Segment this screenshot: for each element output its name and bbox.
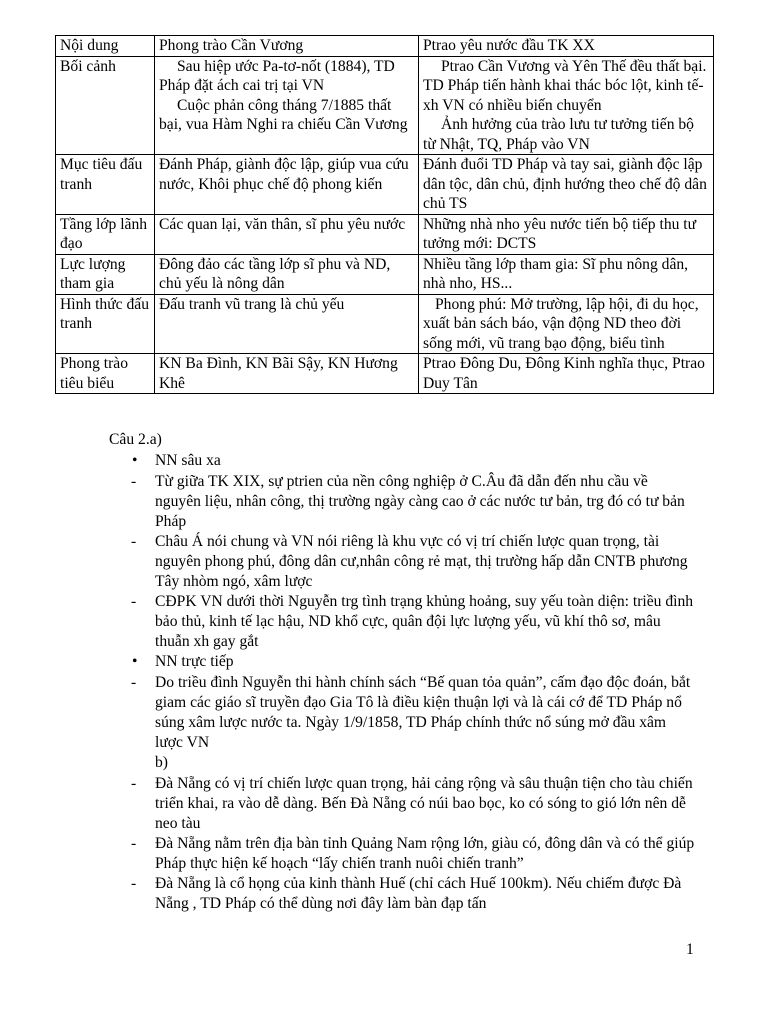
row-label: Mục tiêu đấu tranh [56,155,155,215]
dash-item [131,834,695,874]
sub-question-label: b) [155,754,168,771]
dash-item [131,874,695,914]
dash-text: Đà Nẵng là cổ họng của kinh thành Huế (chỉ cách Huế 100km). Nếu chiếm được Đà Nẵng , TD Pháp có thể dùng nơi đây làm bàn đạp tấn [155,875,682,912]
table-cell: Đánh đuổi TD Pháp và tay sai, giành độc lập dân tộc, dân chủ, định hướng theo chế độ dân chủ TS [419,155,714,215]
table-row [56,214,714,254]
dash-text: Từ giữa TK XIX, sự ptrien của nền công nghiệp ở C.Âu đã dẫn đến nhu cầu về nguyên liệu, nhân công, thị trường ngày càng cao ở các nước tư bản, trg đó có tư bản Pháp [155,473,685,530]
table-cell: Đánh Pháp, giành độc lập, giúp vua cứu nước, Khôi phục chế độ phong kiến [155,155,419,215]
table-row [56,155,714,215]
page-number: 1 [686,941,694,958]
cell-paragraph: Sau hiệp ước Pa-tơ-nốt (1884), TD Pháp đặt ách cai trị tại VN [159,57,395,94]
bullet-item [132,652,768,673]
cell-paragraph: Ảnh hưởng của trào lưu tư tưởng tiến bộ từ Nhật, TQ, Pháp vào VN [423,116,694,153]
table-cell [419,56,714,155]
dash-marker: - [131,473,137,490]
table-row [56,56,714,155]
dash-marker: - [131,875,137,892]
question-heading: Câu 2.a) [109,431,162,448]
answer-section [0,430,768,914]
dash-text: Do triều đình Nguyễn thi hành chính sách “Bế quan tỏa quản”, cấm đạo độc đoán, bắt giam các giáo sĩ truyền đạo Gia Tô là điều kiện thuận lợi và là cái cớ để TD Pháp nổ súng xâm lược nước ta. Ngày 1/9/1858, TD Pháp chính thức nổ súng mở đầu xâm lược VN [155,674,691,751]
comparison-table [55,35,714,394]
table-row [56,294,714,354]
dash-item [131,673,695,753]
table-header-cell: Phong trào Cần Vương [155,36,419,57]
bullet-text: NN trực tiếp [155,653,234,670]
cell-paragraph: Phong phú: Mở trường, lập hội, đi du học, xuất bản sách báo, vận động ND theo đời sống mới, vũ trang bạo động, biểu tình [423,295,699,352]
table-cell: Ptrao Đông Du, Đông Kinh nghĩa thục, Ptrao Duy Tân [419,354,714,394]
dash-text: Đà Nẵng có vị trí chiến lược quan trọng, hải cảng rộng và sâu thuận tiện cho tàu chiến triển khai, ra vào dễ dàng. Bến Đà Nẵng có núi bao bọc, ko có sóng to gió lớn nên dễ neo tàu [155,775,693,832]
table-cell: Những nhà nho yêu nước tiến bộ tiếp thu tư tưởng mới: DCTS [419,214,714,254]
cell-paragraph: Cuộc phản công tháng 7/1885 thất bại, vua Hàm Nghi ra chiếu Cần Vương [159,96,408,133]
table-cell: Đấu tranh vũ trang là chủ yếu [155,294,419,354]
table-header-cell: Nội dung [56,36,155,57]
bullet-item [132,451,768,472]
dash-marker: - [131,533,137,550]
table-cell: Nhiều tầng lớp tham gia: Sĩ phu nông dân, nhà nho, HS... [419,254,714,294]
row-label: Hình thức đấu tranh [56,294,155,354]
dash-marker: - [131,835,137,852]
row-label: Bối cảnh [56,56,155,155]
table-cell: Đông đảo các tầng lớp sĩ phu và ND, chủ yếu là nông dân [155,254,419,294]
dash-marker: - [131,674,137,691]
bullet-marker: • [132,452,138,469]
bullet-marker: • [132,653,138,670]
table-header-row [56,36,714,57]
table-header-cell: Ptrao yêu nước đầu TK XX [419,36,714,57]
bullet-text: NN sâu xa [155,452,221,469]
row-label: Tầng lớp lãnh đạo [56,214,155,254]
table-cell: KN Ba Đình, KN Bãi Sậy, KN Hương Khê [155,354,419,394]
table-cell: Các quan lại, văn thân, sĩ phu yêu nước [155,214,419,254]
row-label: Phong trào tiêu biểu [56,354,155,394]
table-row [56,254,714,294]
dash-text: Đà Nẵng nằm trên địa bàn tỉnh Quảng Nam rộng lớn, giàu có, đông dân và có thể giúp Pháp thực hiện kế hoạch “lấy chiến tranh nuôi chiến tranh” [155,835,695,872]
table-cell [419,294,714,354]
table-row [56,354,714,394]
dash-marker: - [131,775,137,792]
dash-item [131,532,695,592]
dash-text: CĐPK VN dưới thời Nguyễn trg tình trạng khủng hoảng, suy yếu toàn diện: triều đình bảo thủ, kinh tế lạc hậu, ND khổ cực, quân đội lực lượng yếu, vũ khí thô sơ, mâu thuẫn xh gay gắt [155,593,694,650]
dash-marker: - [131,593,137,610]
dash-item [131,774,695,834]
dash-item [131,592,695,652]
dash-item [131,472,695,532]
dash-text: Châu Á nói chung và VN nói riêng là khu vực có vị trí chiến lược quan trọng, tài nguyên phong phú, đông dân cư,nhân công rẻ mạt, thị trường hấp dẫn CNTB phương Tây nhòm ngó, xâm lược [155,533,688,590]
row-label: Lực lượng tham gia [56,254,155,294]
table-cell [155,56,419,155]
cell-paragraph: Ptrao Cần Vương và Yên Thế đều thất bại. TD Pháp tiến hành khai thác bóc lột, kinh tế- xh VN có nhiều biến chuyển [423,57,707,114]
